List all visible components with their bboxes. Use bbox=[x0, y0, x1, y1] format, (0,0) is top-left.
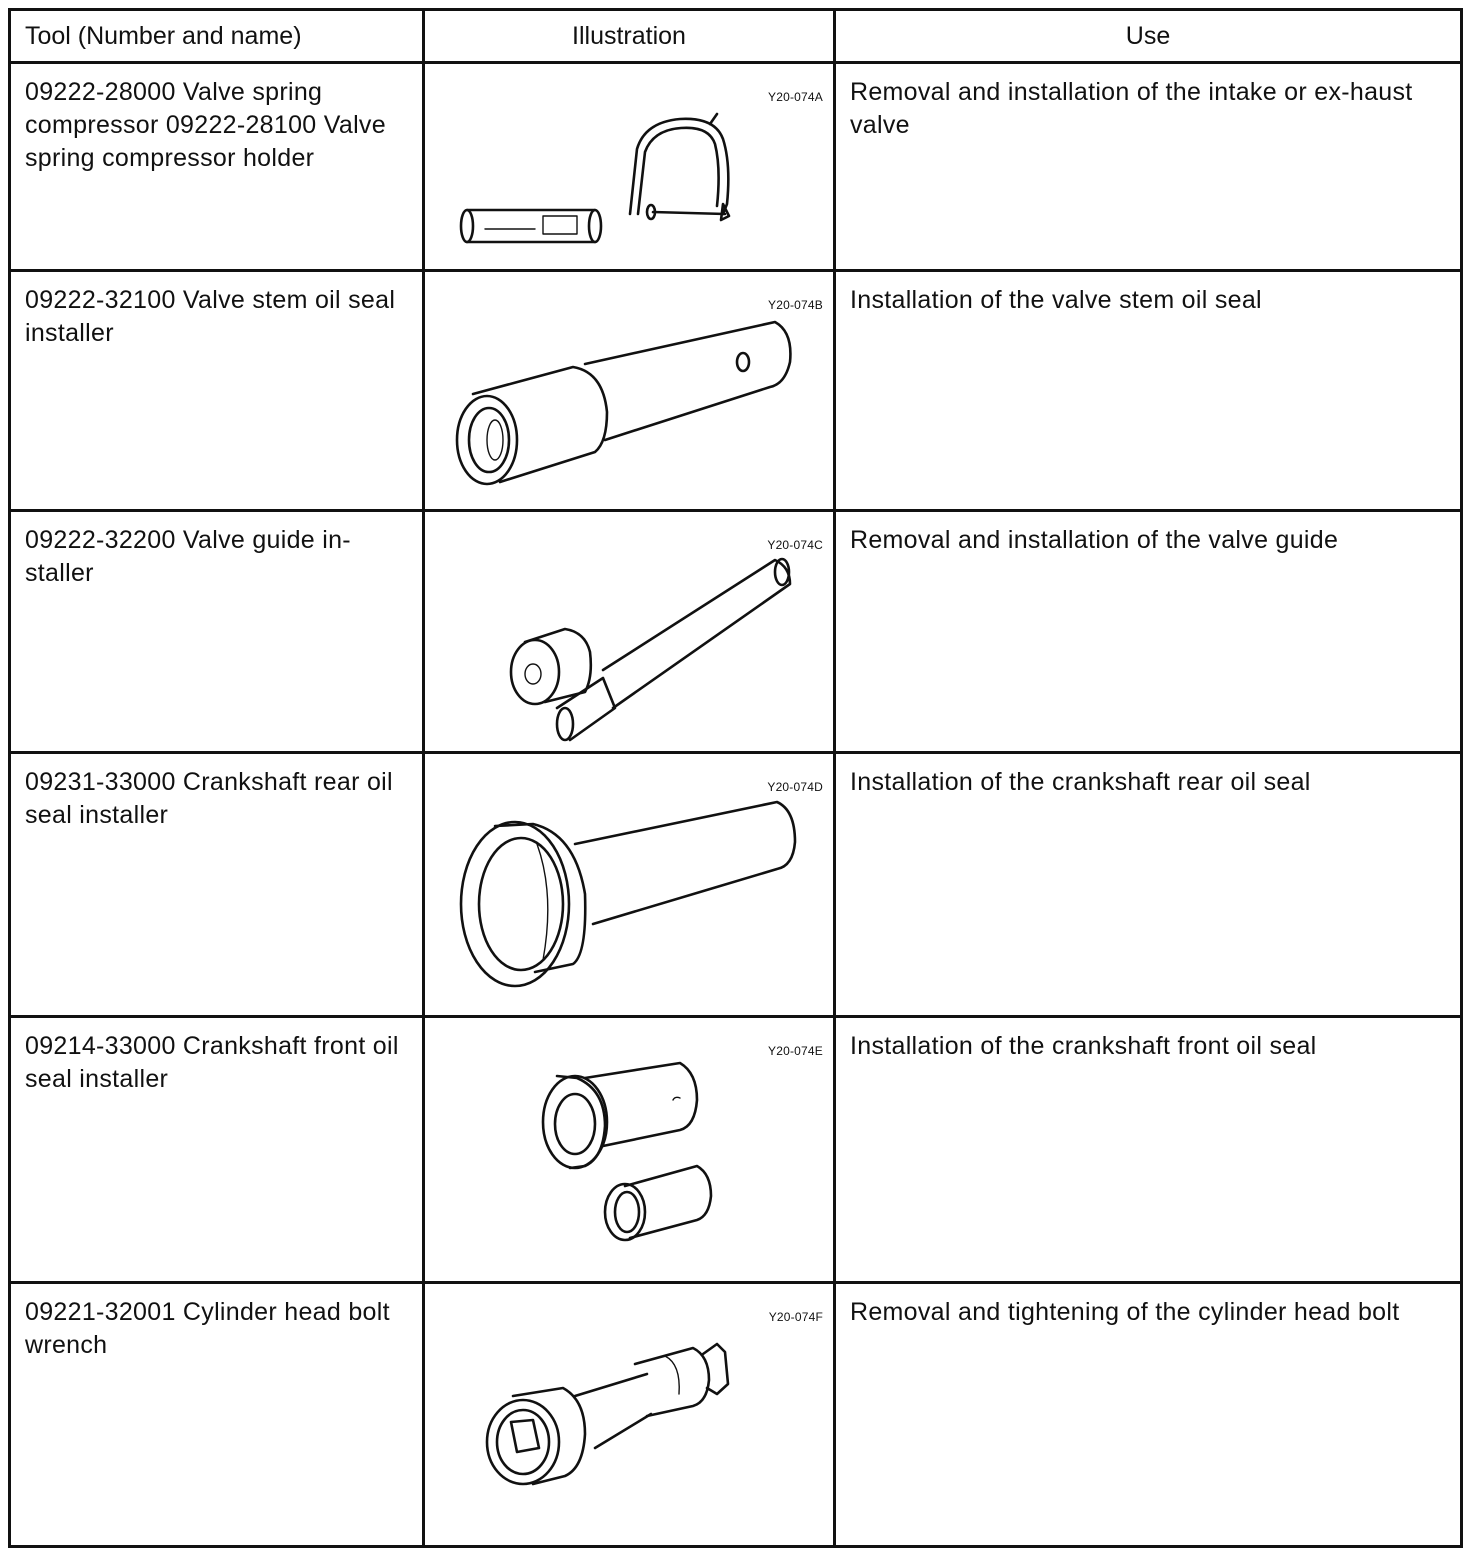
valve-stem-seal-installer-icon bbox=[425, 272, 836, 509]
figure-code: Y20-074F bbox=[768, 1310, 823, 1324]
illustration-cell bbox=[424, 1283, 835, 1547]
tool-name: 09231-33000 Crankshaft rear oil seal installer bbox=[25, 768, 393, 829]
tool-use: Removal and installation of the intake or ex-haust valve bbox=[850, 78, 1413, 139]
valve-spring-compressor-icon bbox=[425, 64, 836, 269]
header-use: Use bbox=[835, 10, 1462, 63]
illustration-cell bbox=[424, 271, 835, 511]
illustration-cell bbox=[424, 1017, 835, 1283]
figure-code: Y20-074B bbox=[768, 298, 823, 312]
illustration-cell bbox=[424, 753, 835, 1017]
tool-name: 09222-32100 Valve stem oil seal installer bbox=[25, 286, 396, 347]
front-oil-seal-installer-icon bbox=[425, 1018, 836, 1281]
tool-use: Removal and tightening of the cylinder head bolt bbox=[850, 1298, 1400, 1326]
header-tool: Tool (Number and name) bbox=[10, 10, 424, 63]
table-row bbox=[10, 271, 1462, 511]
table-row bbox=[10, 63, 1462, 271]
tool-use: Removal and installation of the valve guide bbox=[850, 526, 1339, 554]
illustration-cell bbox=[424, 511, 835, 753]
figure-code: Y20-074E bbox=[768, 1044, 823, 1058]
illustration-cell bbox=[424, 63, 835, 271]
header-illustration: Illustration bbox=[424, 10, 835, 63]
cylinder-head-bolt-wrench-icon bbox=[425, 1284, 836, 1545]
table-row bbox=[10, 1283, 1462, 1547]
tool-name: 09222-28000 Valve spring compressor 09222-28100 Valve spring compressor holder bbox=[25, 78, 386, 172]
tool-use: Installation of the valve stem oil seal bbox=[850, 286, 1262, 314]
tool-name: 09214-33000 Crankshaft front oil seal installer bbox=[25, 1032, 399, 1093]
table-row bbox=[10, 1017, 1462, 1283]
header-row bbox=[10, 10, 1462, 63]
special-tools-table bbox=[8, 8, 1463, 1548]
table-row bbox=[10, 511, 1462, 753]
figure-code: Y20-074C bbox=[767, 538, 823, 552]
tool-name: 09222-32200 Valve guide in-staller bbox=[25, 526, 351, 587]
tool-name: 09221-32001 Cylinder head bolt wrench bbox=[25, 1298, 390, 1359]
tool-use: Installation of the crankshaft front oil seal bbox=[850, 1032, 1317, 1060]
rear-oil-seal-installer-icon bbox=[425, 754, 836, 1015]
figure-code: Y20-074D bbox=[767, 780, 823, 794]
tool-use: Installation of the crankshaft rear oil seal bbox=[850, 768, 1311, 796]
table-row bbox=[10, 753, 1462, 1017]
valve-guide-installer-icon bbox=[425, 512, 836, 751]
figure-code: Y20-074A bbox=[768, 90, 823, 104]
